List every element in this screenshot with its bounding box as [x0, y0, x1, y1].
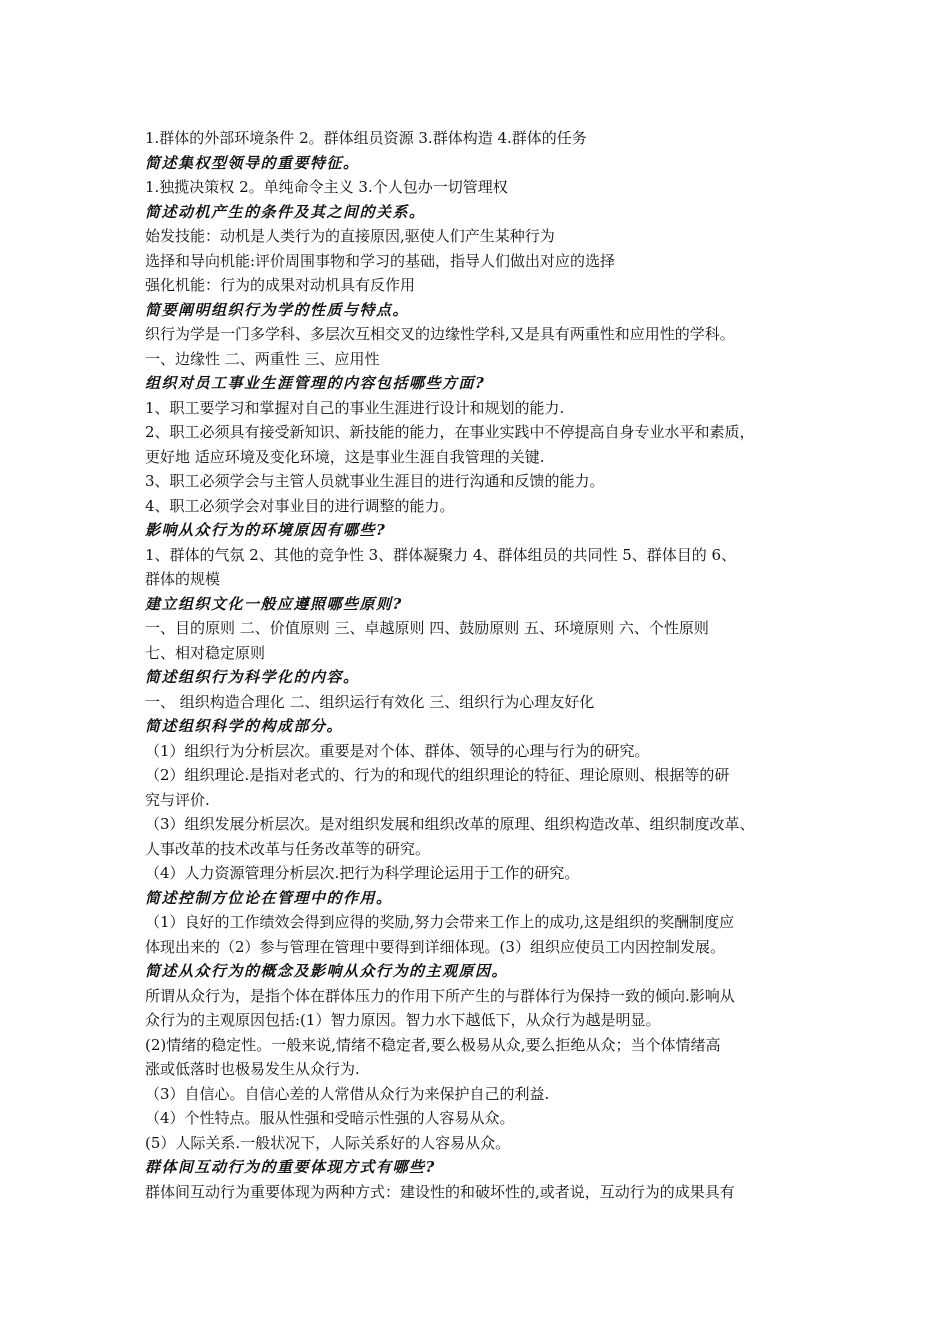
answer-line: (5）人际关系.一般状况下，人际关系好的人容易从众。	[145, 1133, 511, 1152]
answer-line: （1）组织行为分析层次。重要是对个体、群体、领导的心理与行为的研究。	[145, 741, 650, 760]
answer-line: 人事改革的技术改革与任务改革等的研究。	[145, 839, 431, 858]
answer-line: 体现出来的（2）参与管理在管理中要得到详细体现。(3）组织应使员工内因控制发展。	[145, 937, 725, 956]
question-heading: 群体间互动行为的重要体现方式有哪些?	[145, 1158, 436, 1176]
question-heading: 建立组织文化一般应遵照哪些原则?	[145, 594, 403, 613]
answer-line: 更好地 适应环境及变化环境，这是事业生涯自我管理的关键.	[145, 447, 545, 466]
answer-line: 4、职工必须学会对事业目的进行调整的能力。	[145, 496, 455, 515]
question-heading: 简述集权型领导的重要特征。	[145, 153, 360, 172]
answer-line: (2)情绪的稳定性。一般来说,情绪不稳定者,要么极易从众,要么拒绝从众；当个体情绪高	[145, 1035, 721, 1054]
answer-line: 1、职工要学习和掌握对自己的事业生涯进行设计和规划的能力.	[145, 398, 565, 417]
answer-line: 1.群体的外部环境条件 2。群体组员资源 3.群体构造 4.群体的任务	[145, 129, 587, 147]
answer-line: 1.独揽决策权 2。单纯命令主义 3.个人包办一切管理权	[145, 178, 508, 196]
answer-line: 强化机能：行为的成果对动机具有反作用	[145, 276, 416, 294]
question-heading: 简要阐明组织行为学的性质与特点。	[145, 300, 410, 319]
answer-line: 2、职工必须具有接受新知识、新技能的能力，在事业实践中不停提高自身专业水平和素质，	[145, 423, 755, 441]
answer-line: （3）组织发展分析层次。是对组织发展和组织改革的原理、组织构造改革、组织制度改革、	[145, 815, 755, 833]
question-heading: 简述控制方位论在管理中的作用。	[145, 888, 393, 907]
answer-line: 群体的规模	[145, 570, 221, 588]
answer-line: 一、 组织构造合理化 二、组织运行有效化 三、组织行为心理友好化	[145, 692, 595, 711]
answer-line: （1）良好的工作绩效会得到应得的奖励,努力会带来工作上的成功,这是组织的奖酬制度应	[145, 913, 735, 931]
answer-line: 一、边缘性 二、两重性 三、应用性	[145, 349, 380, 368]
answer-line: 一、目的原则 二、价值原则 三、卓越原则 四、鼓励原则 五、环境原则 六、个性原则	[145, 619, 709, 637]
question-heading: 简述组织科学的构成部分。	[145, 717, 344, 735]
answer-line: 织行为学是一门多学科、多层次互相交叉的边缘性学科,又是具有两重性和应用性的学科。	[145, 325, 735, 343]
question-heading: 简述组织行为科学化的内容。	[145, 668, 360, 686]
answer-line: 1、群体的气氛 2、其他的竞争性 3、群体凝聚力 4、群体组员的共同性 5、群体目的 6、	[145, 545, 737, 564]
answer-line: （4）人力资源管理分析层次.把行为科学理论运用于工作的研究。	[145, 864, 580, 882]
question-heading: 影响从众行为的环境原因有哪些?	[145, 521, 387, 539]
answer-line: 所谓从众行为，是指个体在群体压力的作用下所产生的与群体行为保持一致的倾向.影响从	[145, 986, 735, 1005]
answer-line: 3、职工必须学会与主管人员就事业生涯目的进行沟通和反馈的能力。	[145, 472, 605, 490]
answer-line: （3）自信心。自信心差的人常借从众行为来保护自己的利益.	[145, 1084, 550, 1103]
answer-line: （2）组织理论.是指对老式的、行为的和现代的组织理论的特征、理论原则、根据等的研	[145, 766, 730, 784]
question-heading: 简述动机产生的条件及其之间的关系。	[145, 202, 426, 221]
question-heading: 简述从众行为的概念及影响从众行为的主观原因。	[145, 962, 509, 980]
answer-line: 群体间互动行为重要体现为两种方式：建设性的和破坏性的,或者说，互动行为的成果具有	[145, 1182, 735, 1201]
answer-line: 七、相对稳定原则	[145, 643, 266, 662]
answer-line: 涨或低落时也极易发生从众行为.	[145, 1060, 360, 1078]
answer-line: 众行为的主观原因包括:(1）智力原因。智力水下越低下，从众行为越是明显。	[145, 1011, 661, 1029]
question-heading: 组织对员工事业生涯管理的内容包括哪些方面?	[145, 374, 486, 392]
answer-line: 选择和导向机能:评价周围事物和学习的基础，指导人们做出对应的选择	[145, 251, 616, 270]
answer-line: 究与评价.	[145, 790, 210, 809]
answer-line: 始发技能：动机是人类行为的直接原因,驱使人们产生某种行为	[145, 227, 555, 245]
answer-line: （4）个性特点。服从性强和受暗示性强的人容易从众。	[145, 1109, 515, 1127]
